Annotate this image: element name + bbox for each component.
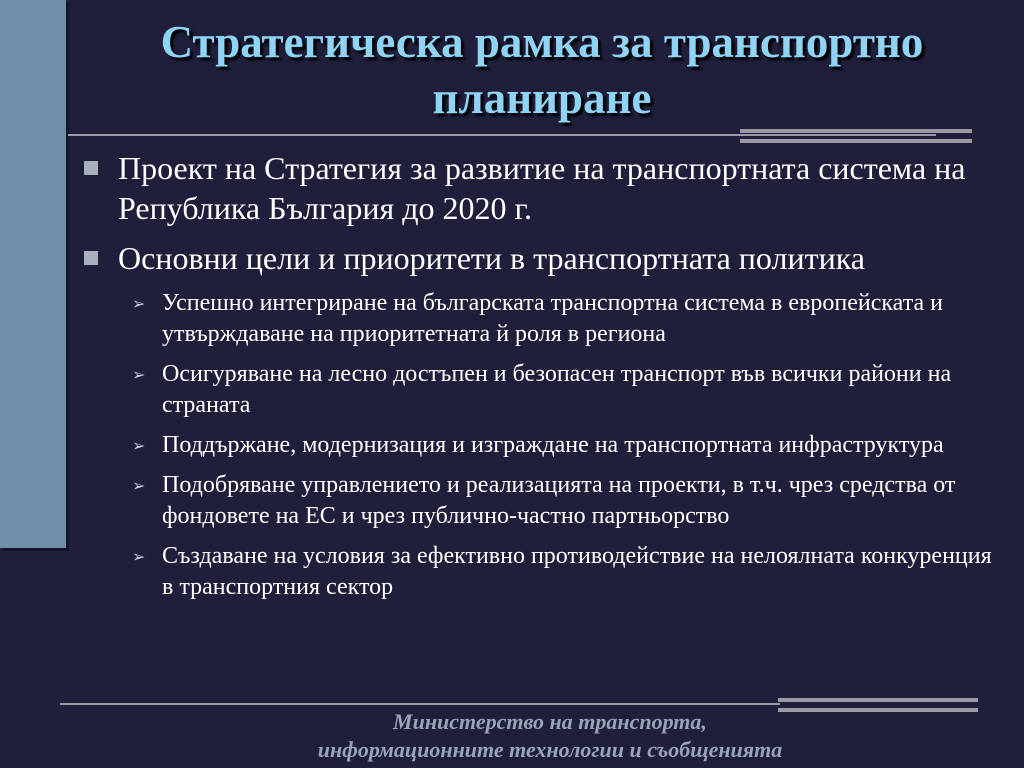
title-divider-bar-lower [740,139,972,143]
sub-bullet-item [82,470,1002,532]
slide-body [82,148,1002,612]
bullet-item [82,148,1002,228]
bullet-text: Проект на Стратегия за развитие на транспортната система на Република България до 2020 г. [118,150,966,226]
sub-bullet-text: Създаване на условия за ефективно противодействие на нелоялната конкуренция в транспортния сектор [162,543,992,600]
sub-bullet-text: Подобряване управлението и реализацията на проекти, в т.ч. чрез средства от фондовете на ЕС и чрез публично-частно партньорство [162,472,956,529]
sub-bullet-text: Осигуряване на лесно достъпен и безопасен транспорт във всички райони на страната [162,361,952,418]
footer-line-2: информационните технологии и съобщенията [317,737,783,762]
footer-line-1: Министерство на транспорта, [393,709,707,734]
bullet-item [82,238,1002,278]
footer-divider-bar-upper [778,698,978,702]
footer [140,708,960,764]
arrow-bullet-icon: ➢ [132,476,146,495]
title-divider-line [68,134,936,136]
footer-divider-line [60,703,780,705]
arrow-bullet-icon: ➢ [132,547,146,566]
bullet-text: Основни цели и приоритети в транспортната политика [118,240,865,276]
arrow-bullet-icon: ➢ [132,294,146,313]
sub-bullet-item [82,430,1002,461]
sub-bullet-item [82,541,1002,603]
left-accent-bar [0,0,66,548]
sub-bullet-list [82,288,1002,603]
square-bullet-icon [84,161,98,175]
square-bullet-icon [84,251,98,265]
arrow-bullet-icon: ➢ [132,365,146,384]
title-divider-bar-upper [740,129,972,133]
arrow-bullet-icon: ➢ [132,436,146,455]
slide-title: Стратегическа рамка за транспортно планиране [160,17,924,123]
sub-bullet-text: Поддържане, модернизация и изграждане на транспортната инфраструктура [162,432,944,458]
sub-bullet-text: Успешно интегриране на българската транспортна система в европейската и утвърждаване на приоритетната й роля в региона [162,290,943,347]
sub-bullet-item [82,359,1002,421]
sub-bullet-item [82,288,1002,350]
